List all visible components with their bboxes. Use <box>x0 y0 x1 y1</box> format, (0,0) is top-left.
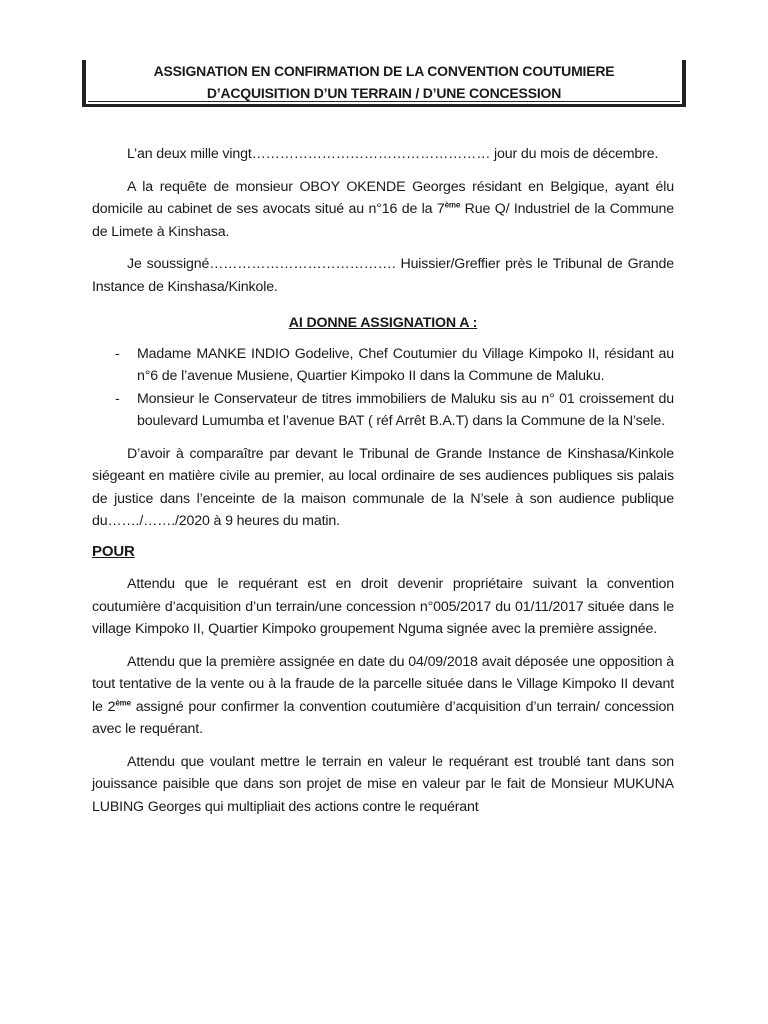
assignation-heading: AI DONNE ASSIGNATION A : <box>288 315 478 331</box>
grounds-paragraph-3: Attendu que voulant mettre le terrain en valeur le requérant est troublé tant dans son jouissance paisible que dans son projet de mise en valeur par le fait de Monsieur MUKUNA LUBING Georges qui multipliait des actions contre le requérant <box>92 753 674 815</box>
document-title-line-2: D’ACQUISITION D’UN TERRAIN / D’UNE CONCESSION <box>206 85 562 101</box>
ordinal-superscript: ème <box>444 200 461 210</box>
pour-heading: POUR <box>92 542 135 560</box>
document-title-line-1: ASSIGNATION EN CONFIRMATION DE LA CONVENTION COUTUMIERE <box>153 63 615 79</box>
title-frame <box>82 60 686 107</box>
bailiff-paragraph: Je soussigné…………………………………. Huissier/Greffier près le Tribunal de Grande Instance de Kinshasa/Kinkole. <box>92 256 674 295</box>
list-dash: - <box>115 390 120 407</box>
request-text-start: A la requête de monsieur OBOY OKENDE Georges résidant en Belgique, ayant élu domicile au cabinet de ses avocats situé au n°16 de la 7 <box>92 178 674 217</box>
party-text: Monsieur le Conservateur de titres immobiliers de Maluku sis au n° 01 croissement du boulevard Lumumba et l’avenue BAT ( réf Arrêt B.A.T) dans la Commune de la N’sele. <box>137 390 674 429</box>
summons-paragraph: D’avoir à comparaître par devant le Tribunal de Grande Instance de Kinshasa/Kinkole siégeant en matière civile au premier, au local ordinaire de ses audiences publiques sis palais de justice dans l’enceinte de la maison communale de la N’sele à son audience publique du……./……./2020 à 9 heures du matin. <box>92 445 674 529</box>
parties-list <box>92 343 674 433</box>
grounds-paragraph-2 <box>92 651 674 741</box>
list-dash: - <box>115 345 120 362</box>
request-text-end: Rue Q/ Industriel de la Commune de Limete à Kinshasa. <box>92 201 674 240</box>
ordinal-superscript: ème <box>115 697 131 707</box>
list-item <box>92 388 674 433</box>
request-paragraph <box>92 176 674 244</box>
grounds-text-start: Attendu que la première assignée en date du 04/09/2018 avait déposée une opposition à tout tentative de la vente ou à la fraude de la parcelle située dans le Village Kimpoko II devant le 2 <box>92 653 674 715</box>
date-paragraph: L’an deux mille vingt…………………………………………… jour du mois de décembre. <box>127 146 659 162</box>
grounds-text-end: assigné pour confirmer la convention coutumière d’acquisition d’un terrain/ concession avec le requérant. <box>92 698 674 737</box>
party-text: Madame MANKE INDIO Godelive, Chef Coutumier du Village Kimpoko II, résidant au n°6 de l’avenue Musiene, Quartier Kimpoko II dans la Commune de Maluku. <box>137 345 674 384</box>
grounds-paragraph-1: Attendu que le requérant est en droit devenir propriétaire suivant la convention coutumière d’acquisition d’un terrain/une concession n°005/2017 du 01/11/2017 située dans le village Kimpoko II, Quartier Kimpoko groupement Nguma signée avec la première assignée. <box>92 576 674 637</box>
document-body <box>92 143 674 818</box>
list-item <box>92 343 674 388</box>
